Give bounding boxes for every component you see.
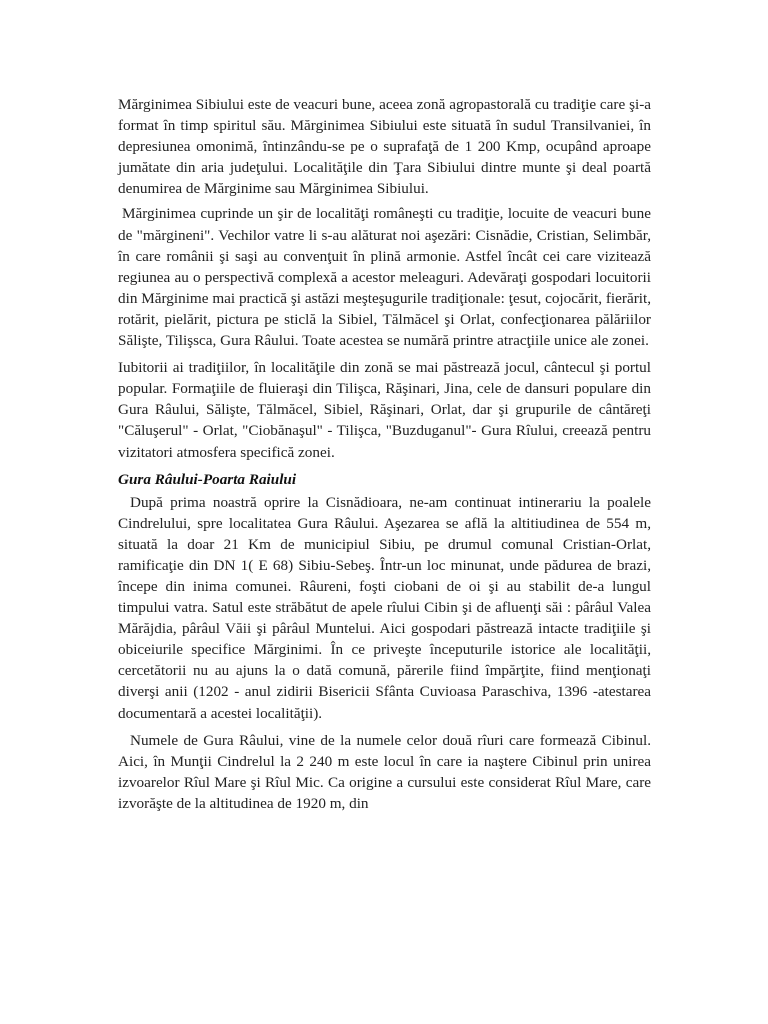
document-page <box>118 94 651 814</box>
intro-paragraph-1: Mărginimea Sibiului este de veacuri bune, aceea zonă agropastorală cu tradiţie care şi-a format în timp spiritul său. Mărginimea Sibiului este situată în sudul Transilvaniei, în depresiunea omonimă, întinzându-se pe o suprafaţă de 1 200 Kmp, ocupând aproape jumătate din aria judeţului. Localităţile din Ţara Sibiului dintre munte şi deal poartă denumirea de Mărginime sau Mărginimea Sibiului. <box>118 96 651 198</box>
intro-paragraph-3: Iubitorii ai tradiţiilor, în localităţile din zonă se mai păstrează jocul, cântecul şi portul popular. Formaţiile de fluieraşi din Tilişca, Răşinari, Jina, cele de dansuri populare din Gura Râului, Sălişte, Tălmăcel, Sibiel, Răşinari, Orlat, dar şi grupurile de cântăreţi "Căluşerul" - Orlat, "Ciobănaşul" - Tilişca, "Buzduganul"- Gura Rîului, creează pentru vizitatori atmosfera specifică zonei. <box>118 359 651 461</box>
section-heading: Gura Râului-Poarta Raiului <box>118 470 297 488</box>
intro-paragraph-2: Mărginimea cuprinde un şir de localităţi româneşti cu tradiţie, locuite de veacuri bune de "mărgineni". Vechilor vatre li s-au alăturat noi aşezări: Cisnădie, Cristian, Selimbăr, în care românii şi saşi au convenţuit în plină armonie. Astfel încât cei care vizitează regiunea au o perspectivă complexă a acestor meleaguri. Adevăraţi gospodari locuitorii din Mărginime mai practică şi astăzi meşteşugurile tradiţionale: ţesut, cojocărit, fierărit, rotărit, pielărit, pictura pe sticlă la Sibiel, Tălmăcel şi Orlat, confecţionarea pălăriilor Sălişte, Tilişsca, Gura Râului. Toate acestea se numără printre atracţiile unice ale zonei. <box>118 205 651 350</box>
section-paragraph-1: După prima noastră oprire la Cisnădioara, ne-am continuat intinerariu la poalele Cindrelului, spre localitatea Gura Râului. Aşezarea se află la altitiudinea de 554 m, situată la doar 21 Km de municipiul Sibiu, pe drumul comunal Cristian-Orlat, ramificaţie din DN 1( E 68) Sibiu-Sebeş. Într-un loc minunat, unde pădurea de brazi, începe din inima comunei. Râureni, foşti ciobani de oi şi au stabilit de-a lungul timpului vatra. Satul este străbătut de apele rîului Cibin şi de afluenţi săi : pârâul Valea Mărăjdia, pârâul Văii şi pârâul Muntelui. Aici gospodari păstrează intacte tradiţiile şi obiceiurile specifice Mărginimi. În ce priveşte începuturile istorice ale localităţii, cercetătorii nu au ajuns la o dată comună, părerile fiind împărţite, fiind menţionaţi diverşi anii (1202 - anul zidirii Bisericii Sfânta Cuvioasa Paraschiva, 1396 -atestarea documentară a acestei localităţii). <box>118 493 651 722</box>
section-paragraph-2: Numele de Gura Râului, vine de la numele celor două rîuri care formează Cibinul. Aici, în Munţii Cindrelul la 2 240 m este locul în care ia naştere Cibinul prin unirea izvoarelor Rîul Mare şi Rîul Mic. Ca origine a cursului este considerat Rîul Mare, care izvorăşte de la altitudinea de 1920 m, din <box>118 731 651 812</box>
